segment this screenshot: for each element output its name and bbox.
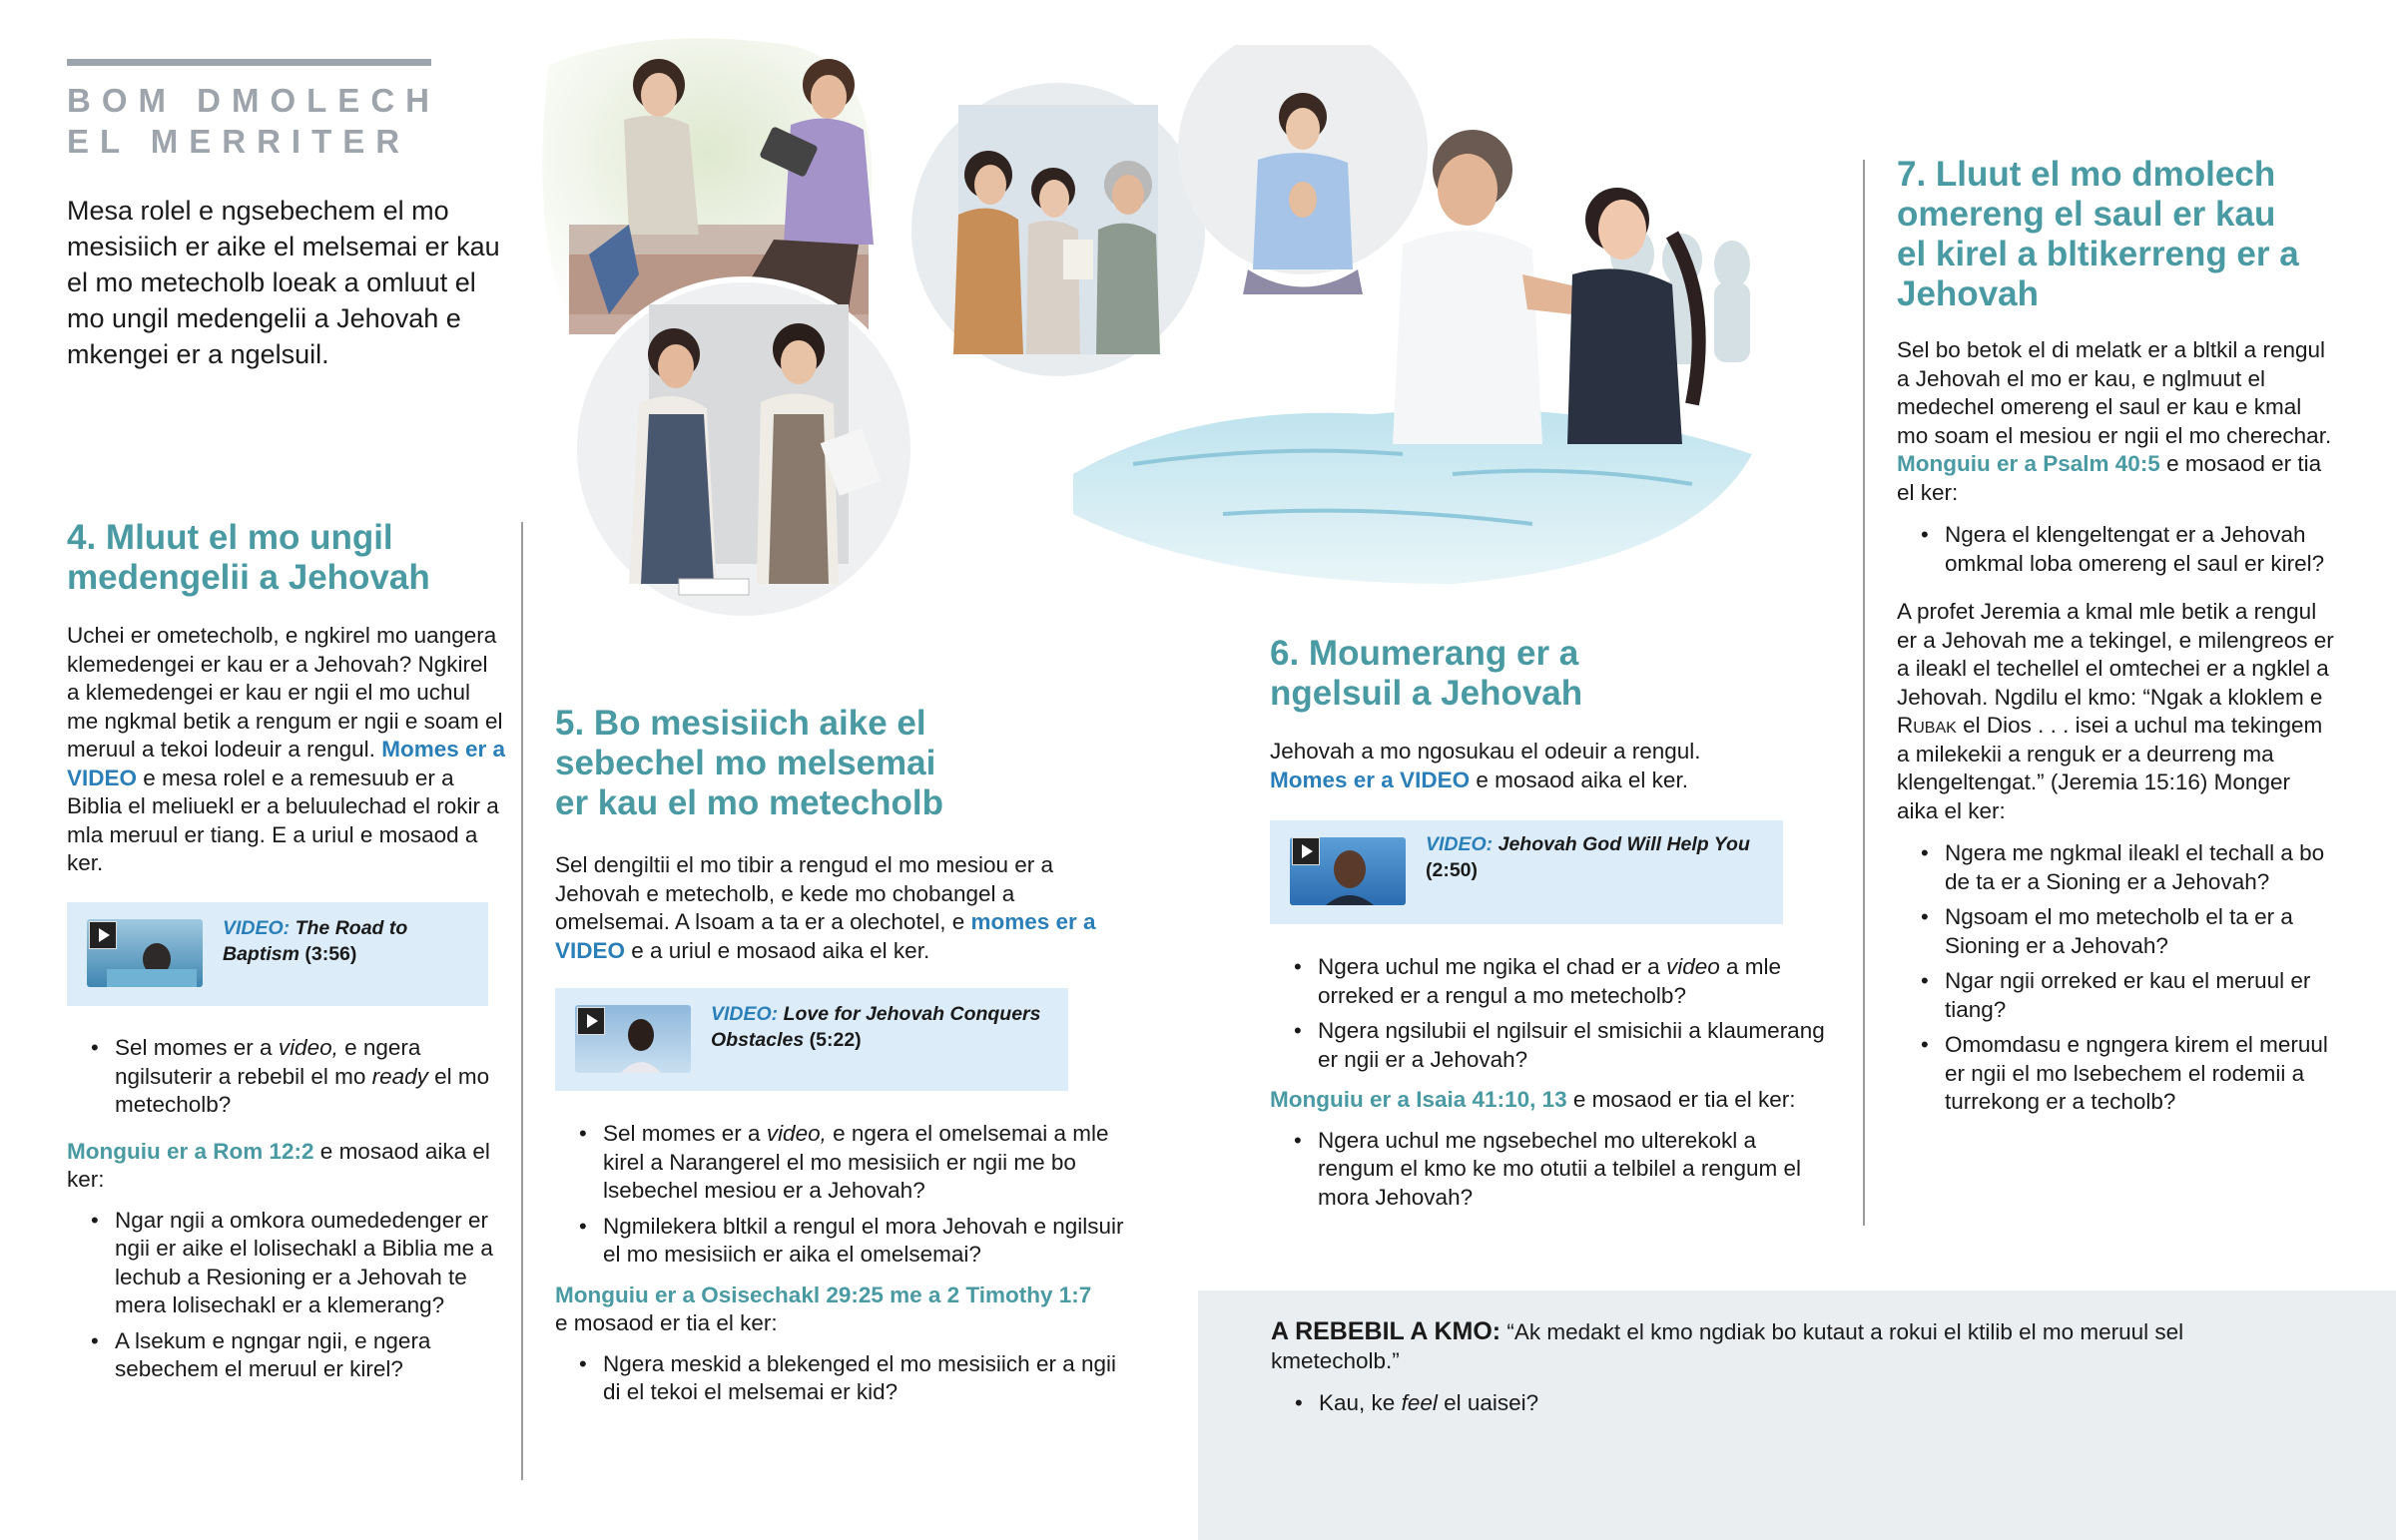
- section-6-video-card[interactable]: [1270, 820, 1783, 924]
- quote-label: A REBEBIL A KMO:: [1271, 1317, 1501, 1345]
- section-6-body-after: e mosaod aika el ker.: [1470, 767, 1688, 792]
- section-7-title: [1897, 155, 2336, 314]
- section-5-title-line-3: er kau el mo metecholb: [555, 783, 944, 822]
- section-4: [67, 518, 506, 878]
- video-duration: (3:56): [304, 943, 357, 965]
- list-item: • Ngar ngii orreked er kau el meruul er tiang?: [1897, 967, 2336, 1024]
- divider-left: [521, 522, 523, 1480]
- illustration-baptism: [1073, 45, 1772, 614]
- kicker-line-2: EL MERRITER: [67, 123, 411, 160]
- section-5-scripture-link[interactable]: Monguiu er a Osisechakl 29:25 me a 2 Timothy 1:7: [555, 1282, 1092, 1307]
- section-7-body-2b: el Dios . . . isei a uchul ma tekingem a milekekii a renguk er a deurreng ma klengeltengat.” (Jeremia 15:16) Monger aika el ker:: [1897, 713, 2323, 823]
- q-text: e ngera el omelsemai a mle kirel a Narangerel el mo mesisiich er ngii me bo lsebechel mesiou er a Jehovah?: [603, 1121, 1109, 1203]
- q-text: Sel momes er a: [603, 1121, 767, 1146]
- list-item: • Ngera me ngkmal ileakl el techall a bo de ta er a Sioning er a Jehovah?: [1897, 839, 2336, 896]
- section-7-small-caps: Rubak: [1897, 713, 1957, 738]
- list-item: • Ngar ngii a omkora oumededenger er ngii er aike el lolisechakl a Biblia me a lechub a Resioning er a Jehovah te mera lolisechakl er a klemerang?: [67, 1207, 506, 1320]
- video-duration: (5:22): [809, 1029, 862, 1051]
- section-4-questions: [67, 1034, 506, 1391]
- quote-body: “Ak medakt el kmo ngdiak bo kutaut a rokui el ktilib el mo meruul sel kmetecholb.”: [1271, 1319, 2184, 1373]
- section-5-title-line-2: sebechel mo melsemai: [555, 744, 936, 782]
- section-5-body-text: Sel dengiltii el mo tibir a rengud el mo mesiou er a Jehovah e metecholb, e kede mo chobangel a omelsemai. A lsoam a ta er a olechotel, e: [555, 852, 1053, 934]
- section-5-video-link[interactable]: momes er a VIDEO: [555, 909, 1096, 963]
- section-7-title-line-1: 7. Lluut el mo dmolech: [1897, 155, 2276, 194]
- section-5-video-card[interactable]: [555, 988, 1068, 1091]
- section-6-scripture-line: [1270, 1086, 1829, 1115]
- section-5-body-after: e a uriul e mosaod aika el ker.: [625, 937, 930, 963]
- q-em: video,: [766, 1121, 827, 1146]
- section-5-video-caption: [711, 1001, 1050, 1053]
- intro-text: Mesa rolel e ngsebechem el mo mesisiich er aike el melsemai er kau el mo metecholb loeak a omluut el mo ungil medengelii a Jehovah e mkengei er a ngelsuil.: [67, 196, 500, 369]
- section-7: [1897, 155, 2336, 1124]
- section-4-video-card[interactable]: [67, 902, 488, 1006]
- q-text: e ngera ngilsuterir a rebebil el mo: [115, 1035, 421, 1089]
- list-item: • Ngera uchul me ngsebechel mo ulterekokl a rengum el kmo ke mo otutii a telbilel a rengum el mora Jehovah?: [1270, 1127, 1829, 1213]
- list-item: • Ngmilekera bltkil a rengul el mora Jehovah e ngilsuir el mo mesisiich er aika el omelsemai?: [555, 1213, 1124, 1270]
- divider-right: [1863, 160, 1865, 1226]
- section-6-title-line-2: ngelsuil a Jehovah: [1270, 674, 1583, 713]
- section-4-title-line-1: 4. Mluut el mo ungil: [67, 518, 393, 557]
- section-4-body-after: e mesa rolel e a remesuub er a Biblia el meliuekl er a beluulechad el rokir a mla meruul er tiang. E a uriul e mosaod a ker.: [67, 765, 499, 875]
- section-6-video-caption: [1426, 831, 1765, 883]
- section-7-body-2: [1897, 598, 2336, 825]
- section-5-title: [555, 704, 1124, 823]
- quote-box: [1198, 1290, 2396, 1540]
- section-5-body: [555, 851, 1124, 965]
- play-icon[interactable]: [1292, 837, 1320, 865]
- video-label: VIDEO:: [223, 917, 291, 939]
- section-6-title: [1270, 634, 1829, 714]
- section-6-body: [1270, 738, 1829, 794]
- list-item: • Omomdasu e ngngera kirem el meruul er ngii el mo lsebechem el rodemii a turrekong er a techolb?: [1897, 1031, 2336, 1117]
- kicker: [67, 80, 440, 162]
- section-7-scripture-link[interactable]: Monguiu er a Psalm 40:5: [1897, 451, 2160, 476]
- section-7-title-line-3: el kirel a bltikerreng er a: [1897, 235, 2299, 273]
- list-item: [67, 1034, 506, 1120]
- list-item: [1270, 953, 1829, 1010]
- section-4-body: [67, 622, 506, 878]
- list-item: • Ngera el klengeltengat er a Jehovah omkmal loba omereng el saul er kirel?: [1897, 521, 2336, 578]
- section-7-body-2a: A profet Jeremia a kmal mle betik a rengul er a Jehovah me a tekingel, e milengreos er a ileakl el techellel el omtechei er a ngklel a Jehovah. Ngdilu el kmo: “Ngak a kloklem e: [1897, 599, 2334, 710]
- q-text: el mo metecholb?: [115, 1063, 490, 1117]
- video-title: Love for Jehovah Conquers Obstacles: [711, 1003, 1041, 1051]
- section-5-scripture-line: [555, 1282, 1124, 1338]
- list-item: • A lsekum e ngngar ngii, e ngera sebechem el meruul er kirel?: [67, 1327, 506, 1384]
- q-text: el uaisei?: [1437, 1390, 1539, 1415]
- section-7-scripture-after: e mosaod er tia el ker:: [1897, 451, 2322, 505]
- section-7-title-line-2: omereng el saul er kau: [1897, 195, 2276, 234]
- section-4-body-text: Uchei er ometecholb, e ngkirel mo uangera klemedengei er kau er a Jehovah? Ngkirel a klemedengei er kau er ngii el mo uchul me ngkmal betik a rengum er ngii e soam el meruul a tekoi lodeuir a rengul.: [67, 623, 503, 762]
- list-item: [555, 1120, 1124, 1206]
- list-item: • Ngera meskid a blekenged el mo mesisiich er a ngii di el tekoi el melsemai er kid?: [555, 1350, 1124, 1407]
- q-text: a mle orreked er a rengul a mo metecholb?: [1318, 954, 1782, 1008]
- kicker-line-1: BOM DMOLECH: [67, 82, 440, 119]
- play-icon[interactable]: [89, 921, 117, 949]
- list-item: • Ngera ngsilubii el ngilsuir el smisichii a klaumerang er ngii er a Jehovah?: [1270, 1017, 1829, 1074]
- section-6-body-text: Jehovah a mo ngosukau el odeuir a rengul.: [1270, 739, 1701, 764]
- section-6-scripture-after: e mosaod er tia el ker:: [1566, 1087, 1796, 1112]
- section-4-title: [67, 518, 506, 598]
- section-4-scripture-line: [67, 1138, 506, 1195]
- video-duration: (2:50): [1426, 859, 1479, 881]
- section-4-video-caption: [223, 915, 472, 967]
- section-5-questions: [555, 1120, 1124, 1414]
- section-5-title-line-1: 5. Bo mesisiich aike el: [555, 704, 926, 743]
- section-6-title-line-1: 6. Moumerang er a: [1270, 634, 1579, 673]
- q-em: video: [1665, 954, 1720, 979]
- section-7-title-line-4: Jehovah: [1897, 274, 2039, 313]
- section-4-scripture-link[interactable]: Monguiu er a Rom 12:2: [67, 1138, 314, 1164]
- q-text: Sel momes er a: [115, 1035, 279, 1060]
- header-rule: [67, 59, 431, 66]
- section-6: [1270, 634, 1829, 794]
- quote-text: [1271, 1317, 2269, 1425]
- section-4-video-link[interactable]: Momes er a VIDEO: [67, 737, 506, 790]
- play-icon[interactable]: [577, 1007, 605, 1035]
- section-4-scripture-after: e mosaod aika el ker:: [67, 1138, 490, 1192]
- section-5-scripture-after: e mosaod er tia el ker:: [555, 1310, 778, 1335]
- q-text: Ngera uchul me ngika el chad er a: [1318, 954, 1666, 979]
- section-6-video-link[interactable]: Momes er a VIDEO: [1270, 767, 1471, 792]
- video-label: VIDEO:: [711, 1003, 779, 1025]
- q-em: ready: [371, 1063, 428, 1089]
- section-7-body-text: Sel bo betok el di melatk er a bltkil a rengul a Jehovah el mo er kau, e nglmuut el medechel omereng el saul er kau e kmal mo soam el mesiou er ngii el mo cherechar.: [1897, 337, 2332, 448]
- section-7-body: [1897, 336, 2336, 507]
- q-text: Kau, ke: [1319, 1390, 1402, 1415]
- q-em: video,: [278, 1035, 338, 1060]
- section-6-questions: [1270, 953, 1829, 1219]
- section-5: [555, 704, 1124, 965]
- list-item: • Ngsoam el mo metecholb el ta er a Sioning er a Jehovah?: [1897, 903, 2336, 960]
- section-6-scripture-link[interactable]: Monguiu er a Isaia 41:10, 13: [1270, 1087, 1567, 1112]
- video-title: The Road to Baptism: [223, 917, 408, 965]
- section-4-title-line-2: medengelii a Jehovah: [67, 558, 430, 597]
- video-label: VIDEO:: [1426, 833, 1494, 855]
- q-em: feel: [1401, 1390, 1438, 1415]
- video-title: Jehovah God Will Help You: [1498, 833, 1750, 855]
- list-item: [1271, 1389, 2269, 1418]
